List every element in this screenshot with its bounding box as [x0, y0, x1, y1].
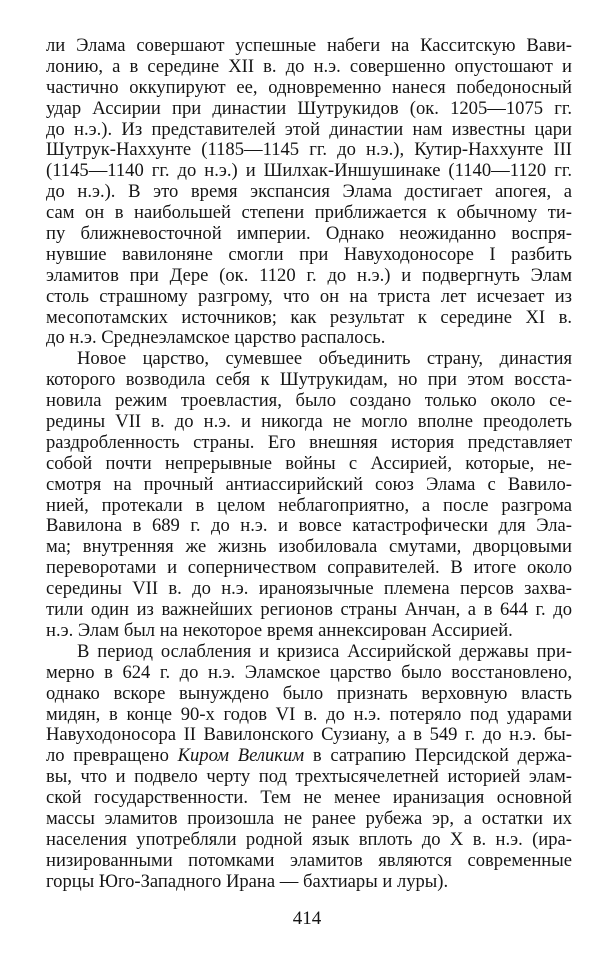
text-line: собой почти непрерывные войны с Ассирией, которые, не-	[46, 452, 572, 474]
text-line: низированными потомками эламитов являются современные	[46, 849, 572, 871]
text-line: до н.э.). Из представителей этой династии нам известны цари	[46, 118, 572, 140]
paragraph	[46, 642, 572, 893]
text-line: переворотами и соперничеством соправителей. В итоге около	[46, 557, 572, 579]
text-line: тили один из важнейших регионов страны Анчан, а в 644 г. до	[46, 599, 572, 621]
text-line: населения употребляли родной язык вплоть до X в. н.э. (ира-	[46, 828, 572, 850]
text-line: сам он в наибольшей степени приближается к обычному ти-	[46, 202, 572, 224]
text-line: ло превращено Киром Великим в сатрапию Персидской держа-	[46, 745, 572, 767]
text-line: Вавилона в 689 г. до н.э. и вовсе катастрофически для Эла-	[46, 515, 572, 537]
text-line: которого возводила себя к Шутрукидам, но при этом восста-	[46, 369, 572, 391]
text-line: массы эламитов произошла не ранее рубежа эр, а остатки их	[46, 807, 572, 829]
text-line: смотря на прочный антиассирийский союз Элама с Вавило-	[46, 473, 572, 495]
text-line: новила режим троевластия, было создано только около се-	[46, 390, 572, 412]
text-line: Навуходоносора II Вавилонского Сузиану, а в 549 г. до н.э. бы-	[46, 724, 572, 746]
text-line: пу ближневосточной империи. Однако неожиданно воспря-	[46, 223, 572, 245]
text-line: н.э. Элам был на некоторое время аннексирован Ассирией.	[46, 619, 513, 641]
text-line: до н.э.). В это время экспансия Элама достигает апогея, а	[46, 181, 572, 203]
text-line: Шутрук-Наххунте (1185—1145 гг. до н.э.), Кутир-Наххунте III	[46, 139, 572, 161]
italic-name: Киром Великим	[177, 745, 305, 767]
text-line: частично оккупируют ее, одновременно нанеся победоносный	[46, 76, 572, 98]
text-line: (1145—1140 гг. до н.э.) и Шилхак-Иншушинаке (1140—1120 гг.	[46, 160, 572, 182]
page-number: 414	[292, 908, 322, 929]
text-line: середины VII в. до н.э. ираноязычные племена персов захва-	[46, 578, 572, 600]
text-line: В период ослабления и кризиса Ассирийской державы при-	[77, 640, 572, 662]
text-line: ма; внутренняя же жизнь изобиловала смутами, дворцовыми	[46, 536, 572, 558]
text-line: удар Ассирии при династии Шутрукидов (ок. 1205—1075 гг.	[46, 97, 572, 119]
text-line: однако вскоре вынуждено было признать верховную власть	[46, 682, 572, 704]
text-line: лонию, а в середине XII в. до н.э. совершенно опустошают и	[46, 55, 572, 77]
text-line: раздробленность страны. Его внешняя история представляет	[46, 431, 572, 453]
paragraph	[46, 349, 572, 641]
text-line: вы, что и подвело черту под трехтысячелетней историей элам-	[46, 766, 572, 788]
text-line: редины VII в. до н.э. и никогда не могло вполне преодолеть	[46, 411, 572, 433]
text-line: Новое царство, сумевшее объединить страну, династия	[77, 348, 572, 370]
text-line: месопотамских источников; как результат к середине XI в.	[46, 306, 572, 328]
text-line: мидян, в конце 90-х годов VI в. до н.э. потеряло под ударами	[46, 703, 572, 725]
text-line: мерно в 624 г. до н.э. Эламское царство было восстановлено,	[46, 661, 572, 683]
paragraph	[46, 36, 572, 349]
text-line: столь страшному разгрому, что он на триста лет исчезает из	[46, 285, 572, 307]
text-line: эламитов при Дере (ок. 1120 г. до н.э.) и подвергнуть Элам	[46, 264, 572, 286]
text-line: до н.э. Среднеэламское царство распалось.	[46, 327, 386, 349]
text-line: горцы Юго-Западного Ирана — бахтиары и луры).	[46, 870, 449, 892]
text-line: нией, протекали в целом неблагоприятно, а после разгрома	[46, 494, 572, 516]
text-line: ли Элама совершают успешные набеги на Касситскую Вави-	[46, 35, 572, 56]
text-line: ской государственности. Тем не менее иранизация основной	[46, 787, 572, 809]
text-line: нувшие вавилоняне смогли при Навуходоносоре I разбить	[46, 243, 572, 265]
page-body-text	[46, 36, 572, 893]
